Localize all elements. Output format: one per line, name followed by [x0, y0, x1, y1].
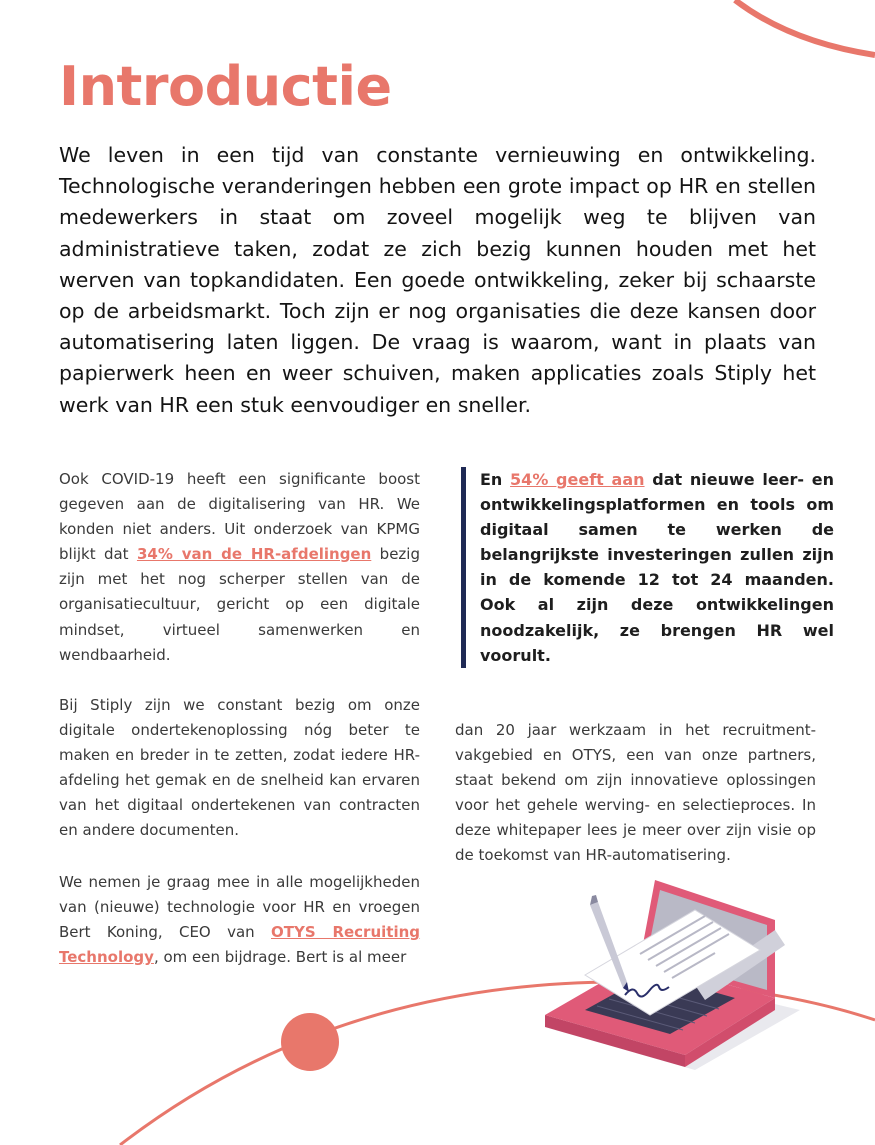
left-p3-text-end: , om een bijdrage. Bert is al meer — [153, 948, 407, 967]
left-paragraph-3 — [59, 870, 420, 970]
page-title: Introductie — [59, 55, 392, 118]
orbit-dot — [281, 1013, 339, 1071]
kpmg-link[interactable]: 34% van de HR-afdelingen — [136, 545, 372, 564]
laptop-signing-icon — [545, 870, 800, 1070]
top-right-arc — [735, 0, 875, 55]
left-paragraph-1 — [59, 467, 420, 668]
left-p1-text-end: bezig zijn met het nog scherper stellen van de organisatiecultuur, gericht op een digitale mindset, virtueel samenwerken en wendbaarheid. — [59, 545, 420, 664]
quote-text-start: En — [480, 470, 511, 489]
right-paragraph: dan 20 jaar werkzaam in het recruitment-vakgebied en OTYS, een van onze partners, staat bekend om zijn innovatieve oplossingen voor het gehele werving- en selectieproces. In deze whitepaper lees je meer over zijn visie op de toekomst van HR-automatisering. — [455, 721, 816, 865]
quote-link[interactable]: 54% geeft aan — [510, 470, 645, 489]
quote-text-end: dat nieuwe leer- en ontwikkelingsplatformen en tools om digitaal samen te werken de belangrijkste investeringen zullen zijn in de komende 12 tot 24 maanden. Ook al zijn deze ontwikkelingen noodzakelijk, ze brengen HR wel voorult. — [480, 470, 835, 665]
left-p3-text-start: We nemen je graag mee in alle mogelijkheden van (nieuwe) technologie voor HR en vroegen Bert Koning, CEO van — [59, 873, 420, 942]
otys-link[interactable]: OTYS Recruiting Technology — [59, 923, 421, 967]
intro-paragraph: We leven in een tijd van constante vernieuwing en ontwikkeling. Technologische veranderingen hebben een grote impact op HR en stellen medewerkers in staat om zoveel mogelijk weg te blijven van administratieve taken, zodat ze zich bezig kunnen houden met het werven van topkandidaten. Een goede ontwikkeling, zeker bij schaarste op de arbeidsmarkt. Toch zijn er nog organisaties die deze kansen door automatisering laten liggen. De vraag is waarom, want in plaats van papierwerk heen en weer schuiven, maken applicaties zoals Stiply het werk van HR een stuk eenvoudiger en sneller. — [59, 143, 816, 417]
left-p1-text-start: Ook COVID-19 heeft een significante boost gegeven aan de digitalisering van HR. We konden niet anders. Uit onderzoek van KPMG blijkt dat — [59, 470, 420, 564]
left-paragraph-2: Bij Stiply zijn we constant bezig om onze digitale ondertekenoplossing nóg beter te maken en breder in te zetten, zodat iedere HR-afdeling het gemak en de snelheid kan ervaren van het digitaal ondertekenen van contracten en andere documenten. — [59, 696, 420, 840]
pull-quote — [461, 467, 834, 668]
